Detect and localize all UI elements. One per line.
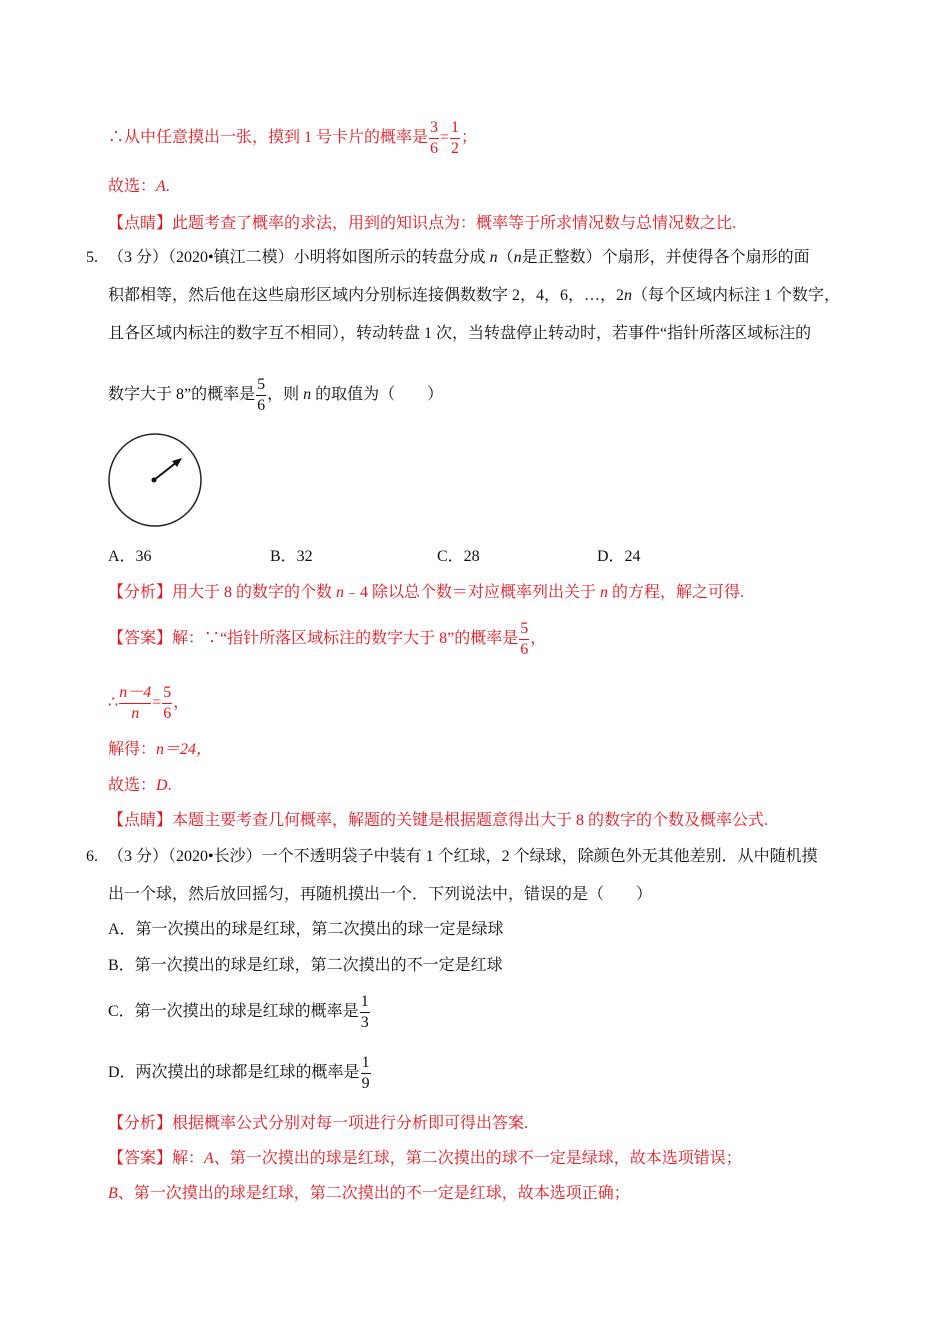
value: n＝24， — [156, 741, 213, 758]
text: ， — [173, 694, 190, 712]
q5-analysis — [108, 583, 744, 603]
fraction — [256, 375, 266, 416]
fraction — [119, 683, 151, 724]
var: n — [513, 249, 522, 266]
denominator: 6 — [163, 705, 172, 722]
text: C．第一次摸出的球是红球的概率是 — [108, 1003, 359, 1021]
fraction — [429, 118, 439, 159]
fraction — [361, 1053, 371, 1094]
q5-equation — [108, 683, 189, 724]
option-b: B．32 — [270, 548, 313, 565]
q6-option-a: A．第一次摸出的球是红球，第二次摸出的球一定是绿球 — [108, 921, 504, 938]
q6-option-d — [108, 1053, 372, 1094]
numerator: 1 — [450, 118, 460, 139]
numerator: 5 — [256, 375, 266, 396]
numerator: 5 — [162, 683, 172, 704]
numerator: 1 — [361, 1053, 371, 1074]
prev-choice — [108, 177, 170, 197]
text: （ — [497, 249, 514, 266]
text: ∴ — [108, 694, 119, 712]
text: D．两次摸出的球都是红球的概率是 — [108, 1064, 360, 1082]
denominator: 3 — [360, 1014, 369, 1031]
numerator: 3 — [429, 118, 439, 139]
q6-option-c — [108, 992, 371, 1033]
q5-solve — [108, 740, 212, 760]
text: 【答案】解：∵“指针所落区域标注的数字大于 8”的概率是 — [108, 630, 519, 648]
text: 数字大于 8”的概率是 — [108, 386, 256, 404]
text: （3 分）（2020•镇江二模）小明将如图所示的转盘分成 — [108, 249, 490, 266]
text: 解得： — [108, 741, 157, 758]
q6-option-b: B．第一次摸出的球是红球，第二次摸出的不一定是红球 — [108, 957, 503, 974]
fraction — [360, 992, 370, 1033]
numerator: n－4 — [119, 683, 151, 704]
text: 、第一次摸出的球是红球，第二次摸出的不一定是红球，故本选项正确； — [117, 1185, 630, 1202]
denominator: n — [131, 705, 140, 722]
text: 故选： — [108, 178, 157, 195]
text: 的方程，解之可得. — [608, 584, 745, 601]
q6-answer — [108, 1149, 742, 1169]
question-number: 5. — [86, 249, 98, 266]
q5-comment: 【点睛】本题主要考查几何概率，解题的关键是根据题意得出大于 8 的数字的个数及概率公式. — [108, 812, 769, 829]
prev-comment: 【点睛】此题考查了概率的求法，用到的知识点为：概率等于所求情况数与总情况数之比. — [108, 215, 737, 232]
var: n — [303, 386, 312, 404]
text: 是正整数）个扇形，并使得各个扇形的面 — [521, 249, 810, 266]
text: . — [165, 178, 170, 195]
choice-letter: B — [108, 1185, 118, 1202]
q5-stem-line1 — [108, 248, 810, 268]
spinner-figure — [106, 432, 204, 530]
text: ； — [461, 129, 478, 147]
denominator: 6 — [430, 140, 439, 157]
text: ∴从中任意摸出一张，摸到 1 号卡片的概率是 — [108, 129, 429, 147]
text: ﹣4 除以总个数＝对应概率列出关于 — [344, 584, 601, 601]
text: 【分析】用大于 8 的数字的个数 — [108, 584, 337, 601]
spinner-pointer — [154, 462, 177, 480]
option-d: D．24 — [597, 548, 641, 565]
text: ，则 — [267, 386, 304, 404]
text: 、第一次摸出的球是红球，第二次摸出的球不一定是绿球，故本选项错误； — [213, 1150, 742, 1167]
var: n — [336, 584, 345, 601]
choice-letter: D — [156, 777, 168, 794]
denominator: 6 — [520, 641, 529, 658]
q6-stem-line2: 出一个球，然后放回摇匀，再随机摸出一个．下列说法中，错误的是（ ） — [108, 886, 653, 903]
choice-letter: A — [156, 178, 166, 195]
fraction — [519, 619, 529, 660]
denominator: 6 — [257, 397, 266, 414]
text: ， — [530, 630, 547, 648]
text: 的取值为（ ） — [311, 386, 444, 404]
q5-choice — [108, 776, 172, 796]
q5-stem-line2 — [108, 286, 840, 306]
var: n — [489, 249, 498, 266]
q6-answer-b — [108, 1184, 630, 1204]
fraction — [162, 683, 172, 724]
text: 故选： — [108, 777, 157, 794]
question-number: 6. — [86, 848, 98, 865]
q5-stem-line3: 且各区域内标注的数字互不相同），转动转盘 1 次，当转盘停止转动时，若事件“指针所落区域标注的 — [108, 325, 812, 342]
numerator: 5 — [519, 619, 529, 640]
q6-analysis: 【分析】根据概率公式分别对每一项进行分析即可得出答案. — [108, 1115, 529, 1132]
q5-answer — [108, 619, 546, 660]
fraction — [450, 118, 460, 159]
var: n — [600, 584, 609, 601]
var: n — [624, 287, 633, 304]
numerator: 1 — [360, 992, 370, 1013]
q6-stem-line1: （3 分）（2020•长沙）一个不透明袋子中装有 1 个红球，2 个绿球，除颜色外无其他差别．从中随机摸 — [108, 848, 818, 865]
equals: = — [152, 694, 162, 712]
denominator: 2 — [451, 140, 460, 157]
text: （每个区域内标注 1 个数字， — [632, 287, 841, 304]
q5-stem-line4 — [108, 375, 443, 416]
choice-letter: A — [204, 1150, 214, 1167]
option-a: A．36 — [108, 548, 152, 565]
option-c: C．28 — [437, 548, 480, 565]
text: 积都相等，然后他在这些扇形区域内分别标连接偶数数字 2，4，6，…，2 — [108, 287, 625, 304]
text: . — [167, 777, 172, 794]
denominator: 9 — [361, 1075, 370, 1092]
equals: = — [440, 129, 450, 147]
prev-probability-line — [108, 118, 477, 159]
text: 【答案】解： — [108, 1150, 205, 1167]
